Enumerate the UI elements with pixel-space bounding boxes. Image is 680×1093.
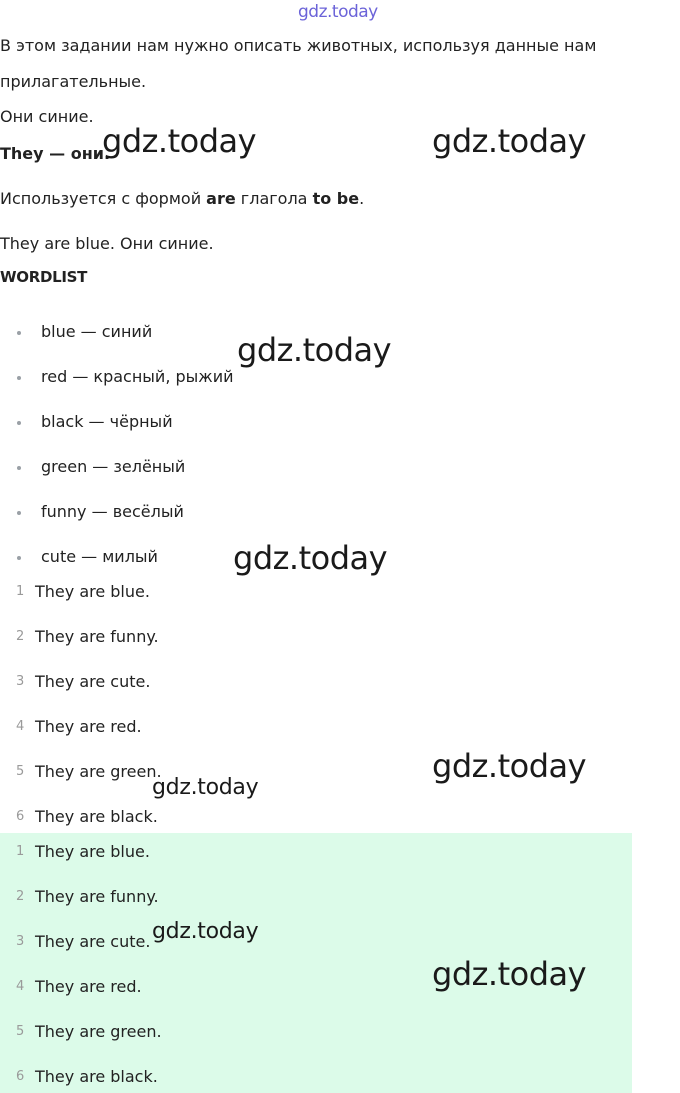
wordlist-item-text: cute — милый <box>41 547 158 566</box>
wordlist-title: WORDLIST <box>0 268 88 286</box>
bullet-icon <box>17 556 21 560</box>
watermark: gdz.today <box>152 775 259 800</box>
item-text: They are black. <box>35 807 158 826</box>
item-text: They are cute. <box>35 932 151 951</box>
item-number: 2 <box>16 889 25 904</box>
example-sentence: They are blue. Они синие. <box>0 234 214 253</box>
item-text: They are blue. <box>35 842 150 861</box>
usage-line <box>0 189 364 208</box>
item-number: 6 <box>16 809 25 824</box>
watermark: gdz.today <box>432 122 587 160</box>
watermark: gdz.today <box>432 955 587 993</box>
item-number: 4 <box>16 719 25 734</box>
wordlist-item-text: green — зелёный <box>41 457 186 476</box>
wordlist-item-text: red — красный, рыжий <box>41 367 234 386</box>
intro-line-1: В этом задании нам нужно описать животных, используя данные нам <box>0 36 597 55</box>
item-number: 5 <box>16 1024 25 1039</box>
usage-are: are <box>206 189 236 208</box>
item-text: They are blue. <box>35 582 150 601</box>
watermark: gdz.today <box>233 539 388 577</box>
item-text: They are red. <box>35 977 142 996</box>
item-number: 5 <box>16 764 25 779</box>
usage-middle: глагола <box>235 189 313 208</box>
they-definition <box>0 144 110 163</box>
item-number: 6 <box>16 1069 25 1084</box>
item-text: They are black. <box>35 1067 158 1086</box>
wordlist-item-text: blue — синий <box>41 322 153 341</box>
item-number: 4 <box>16 979 25 994</box>
item-text: They are funny. <box>35 887 159 906</box>
bullet-icon <box>17 376 21 380</box>
bullet-icon <box>17 511 21 515</box>
watermark: gdz.today <box>237 331 392 369</box>
watermark: gdz.today <box>432 747 587 785</box>
item-number: 1 <box>16 584 25 599</box>
item-text: They are funny. <box>35 627 159 646</box>
watermark-top: gdz.today <box>298 2 378 22</box>
intro-line-3: Они синие. <box>0 107 94 126</box>
bullet-icon <box>17 466 21 470</box>
bullet-icon <box>17 421 21 425</box>
they-word: They <box>0 144 44 163</box>
watermark: gdz.today <box>102 122 257 160</box>
watermark: gdz.today <box>152 919 259 944</box>
bullet-icon <box>17 331 21 335</box>
item-number: 3 <box>16 674 25 689</box>
item-text: They are green. <box>35 762 162 781</box>
item-text: They are cute. <box>35 672 151 691</box>
usage-prefix: Используется с формой <box>0 189 207 208</box>
item-text: They are red. <box>35 717 142 736</box>
usage-suffix: . <box>359 189 365 208</box>
item-number: 2 <box>16 629 25 644</box>
item-text: They are green. <box>35 1022 162 1041</box>
usage-to-be: to be <box>312 189 360 208</box>
wordlist-item-text: funny — весёлый <box>41 502 184 521</box>
intro-line-2: прилагательные. <box>0 72 147 91</box>
item-number: 1 <box>16 844 25 859</box>
oni-translation: — они. <box>43 144 111 163</box>
item-number: 3 <box>16 934 25 949</box>
wordlist-item-text: black — чёрный <box>41 412 173 431</box>
